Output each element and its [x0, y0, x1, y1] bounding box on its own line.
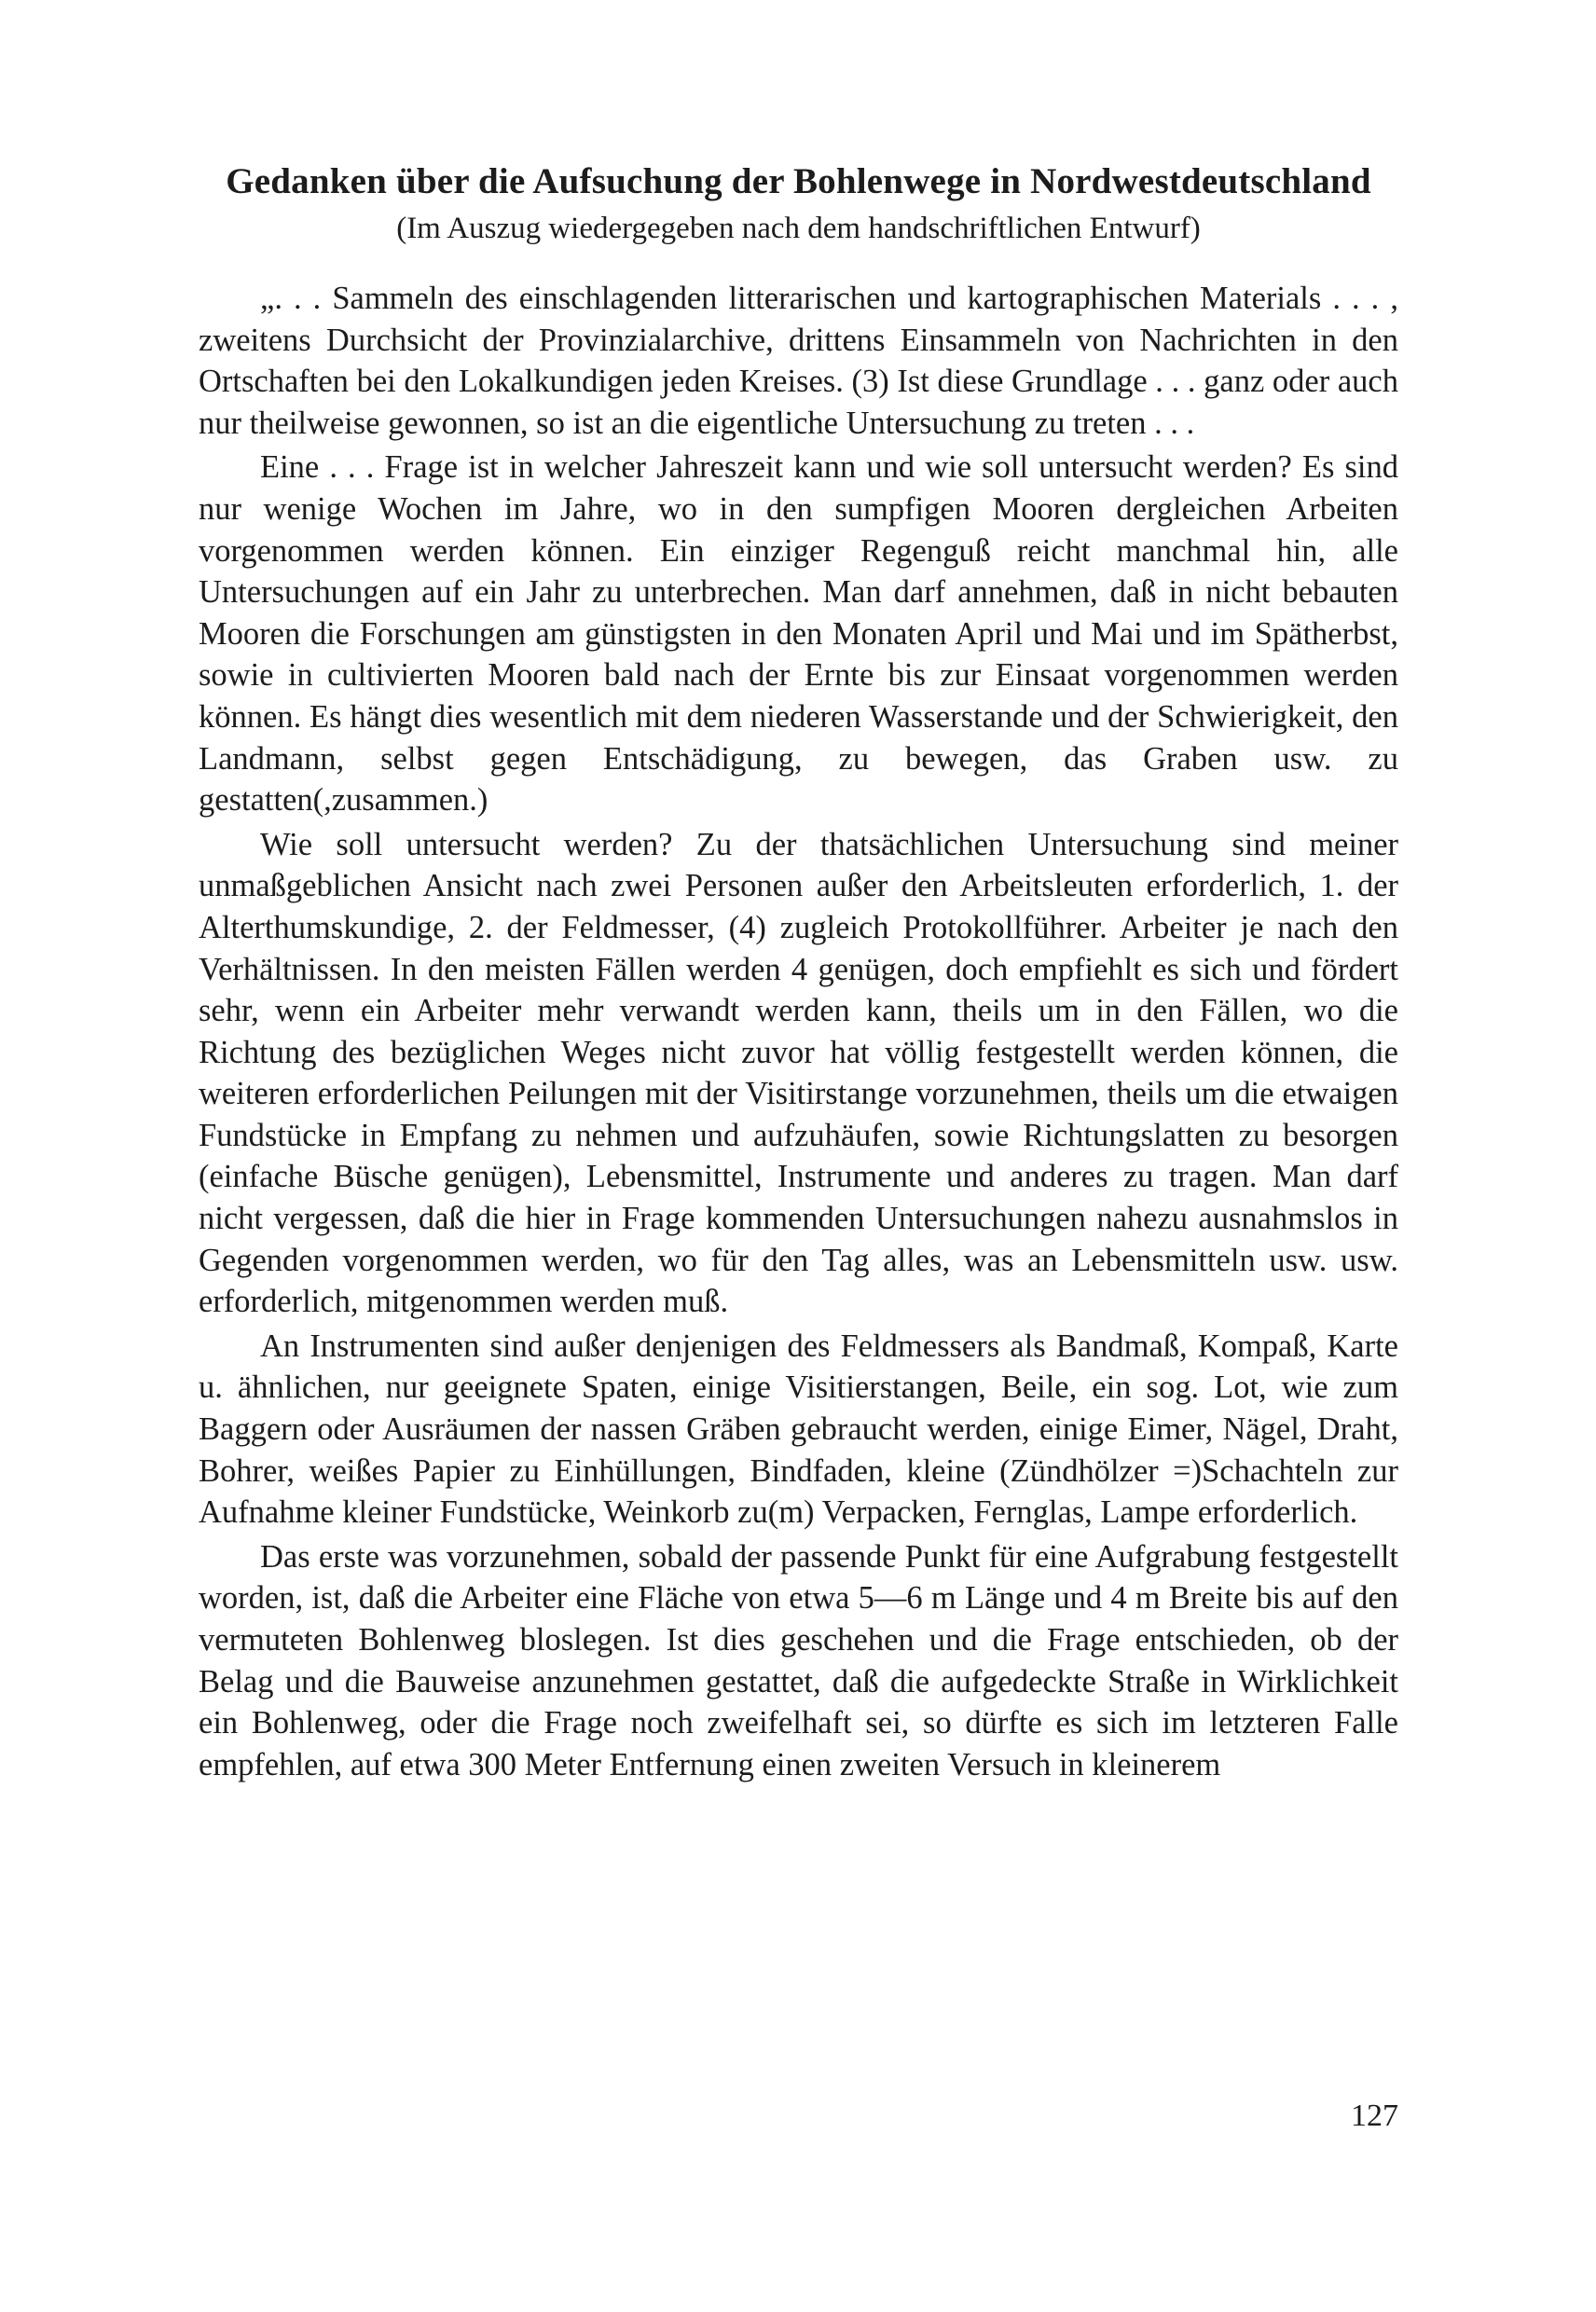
document-subtitle: (Im Auszug wiedergegeben nach dem handschriftlichen Entwurf) [396, 212, 1201, 245]
document-page [199, 158, 1398, 1785]
paragraph-1: „. . . Sammeln des einschlagenden litterarischen und kartographischen Materials . . . , zweitens Durchsicht der Provinzialarchive, drittens Einsammeln von Nachrichten in den Ortschaften bei den Lokalkundigen jeden Kreises. (3) Ist diese Grundlage . . . ganz oder auch nur theilweise gewonnen, so ist an die eigentliche Untersuchung zu treten . . . [199, 281, 1398, 441]
paragraph-2: Eine . . . Frage ist in welcher Jahreszeit kann und wie soll untersucht werden? Es sind nur wenige Wochen im Jahre, wo in den sumpfigen Mooren dergleichen Arbeiten vorgenommen werden können. Ein einziger Regenguß reicht manchmal hin, alle Untersuchungen auf ein Jahr zu unterbrechen. Man darf annehmen, daß in nicht bebauten Mooren die Forschungen am günstigsten in den Monaten April und Mai und im Spätherbst, sowie in cultivierten Mooren bald nach der Ernte bis zur Einsaat vorgenommen werden können. Es hängt dies wesentlich mit dem niederen Wasserstande und der Schwierigkeit, den Landmann, selbst gegen Entschädigung, zu bewegen, das Graben usw. zu gestatten(,zusammen.) [199, 449, 1398, 819]
document-title: Gedanken über die Aufsuchung der Bohlenwege in Nordwestdeutschland [226, 161, 1371, 201]
page-number: 127 [1351, 2099, 1398, 2133]
paragraph-5: Das erste was vorzunehmen, sobald der passende Punkt für eine Aufgrabung festgestellt worden, ist, daß die Arbeiter eine Fläche von etwa 5—6 m Länge und 4 m Breite bis auf den vermuteten Bohlenweg bloslegen. Ist dies geschehen und die Frage entschieden, ob der Belag und die Bauweise anzunehmen gestattet, daß die aufgedeckte Straße in Wirklichkeit ein Bohlenweg, oder die Frage noch zweifelhaft sei, so dürfte es sich im letzteren Falle empfehlen, auf etwa 300 Meter Entfernung einen zweiten Versuch in kleinerem [199, 1538, 1398, 1782]
paragraph-3: Wie soll untersucht werden? Zu der thatsächlichen Untersuchung sind meiner unmaßgeblichen Ansicht nach zwei Personen außer den Arbeitsleuten erforderlich, 1. der Alterthumskundige, 2. der Feldmesser, (4) zugleich Protokollführer. Arbeiter je nach den Verhältnissen. In den meisten Fällen werden 4 genügen, doch empfiehlt es sich und fördert sehr, wenn ein Arbeiter mehr verwandt werden kann, theils um in den Fällen, wo die Richtung des bezüglichen Weges nicht zuvor hat völlig festgestellt werden können, die weiteren erforderlichen Peilungen mit der Visitirstange vorzunehmen, theils um die etwaigen Fundstücke in Empfang zu nehmen und aufzuhäufen, sowie Richtungslatten zu besorgen (einfache Büsche genügen), Lebensmittel, Instrumente und anderes zu tragen. Man darf nicht vergessen, daß die hier in Frage kommenden Untersuchungen nahezu ausnahmslos in Gegenden vorgenommen werden, wo für den Tag alles, was an Lebensmitteln usw. usw. erforderlich, mitgenommen werden muß. [199, 826, 1398, 1320]
paragraph-4: An Instrumenten sind außer denjenigen des Feldmessers als Bandmaß, Kompaß, Karte u. ähnlichen, nur geeignete Spaten, einige Visitierstangen, Beile, ein sog. Lot, wie zum Baggern oder Ausräumen der nassen Gräben gebraucht werden, einige Eimer, Nägel, Draht, Bohrer, weißes Papier zu Einhüllungen, Bindfaden, kleine (Zündhölzer =)Schachteln zur Aufnahme kleiner Fundstücke, Weinkorb zu(m) Verpacken, Fernglas, Lampe erforderlich. [199, 1328, 1398, 1531]
